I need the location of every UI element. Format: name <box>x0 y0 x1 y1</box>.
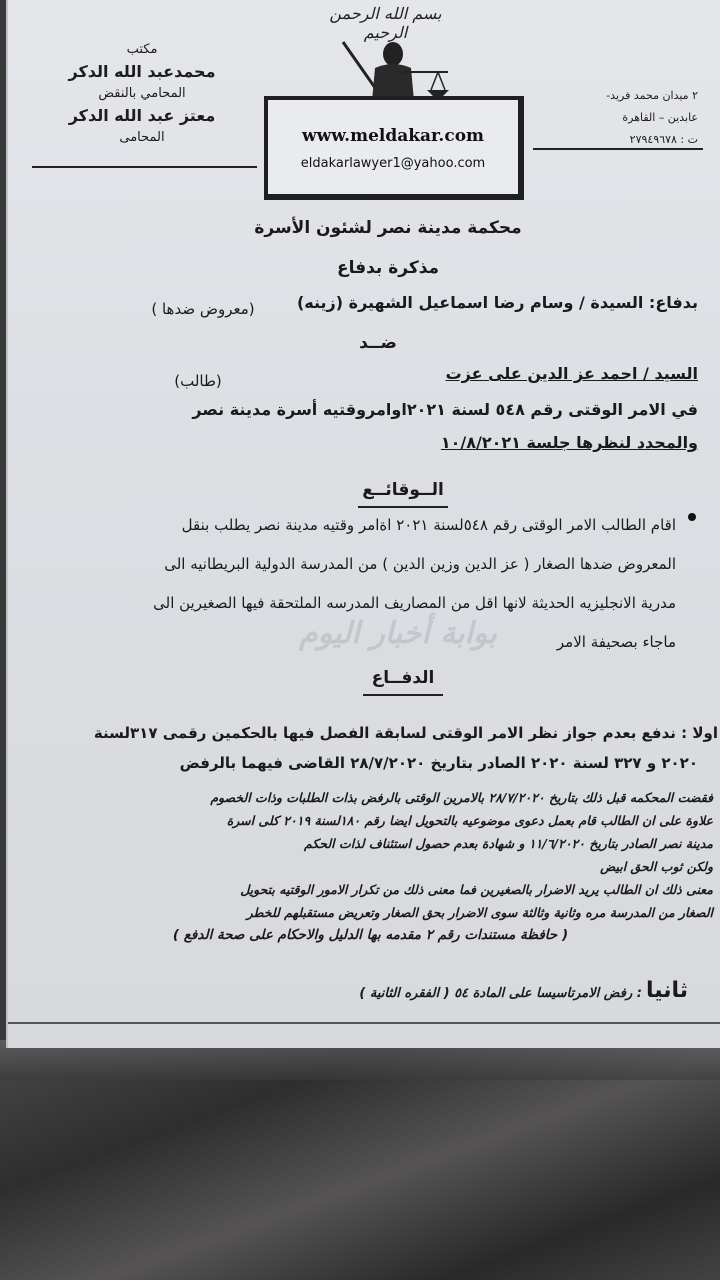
letterhead-right <box>538 85 698 151</box>
detail-line: علاوة على ان الطالب قام بعمل دعوى موضوعيه بالتحويل ايضا رقم ١٨٠لسنة ٢٠١٩ كلى اسرة <box>226 813 713 828</box>
opponent-role: (طالب) <box>174 372 222 390</box>
hearing-date: والمحدد لنظرها جلسة ١٠/٨/٢٠٢١ <box>440 433 698 452</box>
facts-line: ماجاء بصحيفة الامر <box>556 633 676 651</box>
lawyer-title-1: المحامي بالنقض <box>98 86 186 101</box>
second-label: ثانيا <box>645 978 688 1003</box>
facts-title: الــوقائــع <box>362 480 444 500</box>
lawyer-name-1: محمدعبد الله الدكر <box>68 62 216 81</box>
website-url[interactable]: www.meldakar.com <box>301 126 485 146</box>
watermark: بوابة أخبار اليوم <box>299 616 497 651</box>
document-page <box>6 0 720 1048</box>
detail-line: مدينة نصر الصادر بتاريخ ١١/٦/٢٠٢٠ و شهادة بعدم حصول استئناف لذات الحكم <box>304 836 713 851</box>
page-bottom-rule <box>8 1022 720 1024</box>
defense-party-role: (معروض ضدها ) <box>151 300 255 318</box>
defense-party: بدفاع: السيدة / وسام رضا اسماعيل الشهيرة (زينه) <box>296 293 698 312</box>
detail-line: ( حافظة مستندات رقم ٢ مقدمه بها الدليل والاحكام على صحة الدفع ) <box>172 927 569 943</box>
bullet-icon <box>688 513 696 521</box>
address-line-1: ٢ ميدان محمد فريد- <box>606 89 698 102</box>
website-box <box>264 96 524 200</box>
address-line-2: عابدين – القاهرة <box>622 111 698 124</box>
bismillah-calligraphy: بسم الله الرحمن الرحيم <box>329 4 442 42</box>
office-label: مكتب <box>126 42 158 57</box>
facts-line: اقام الطالب الامر الوقتى رقم ٥٤٨لسنة ٢٠٢١ اةامر وقتيه مدينة نصر يطلب بنقل <box>181 516 676 534</box>
lawyer-name-2: معتز عبد الله الدكر <box>68 106 216 125</box>
detail-line: فقضت المحكمه قبل ذلك بتاريخ ٢٨/٧/٢٠٢٠ بالامرين الوقتى بالرفض بذات الطلبات وذات الخصوم <box>210 790 713 805</box>
versus-label: ضــد <box>359 333 397 353</box>
case-reference: في الامر الوقتى رقم ٥٤٨ لسنة ٢٠٢١اوامروقتيه أسرة مدينة نصر <box>192 400 698 419</box>
second-defense <box>208 978 688 1003</box>
letterhead-left-rule <box>32 166 257 168</box>
letterhead-left <box>42 40 242 148</box>
detail-line: معنى ذلك ان الطالب يريد الاضرار بالصغيرين فما معنى ذلك من تكرار الامور الوقتيه بتحويل <box>240 882 713 897</box>
lawyer-title-2: المحامى <box>119 130 165 145</box>
memo-title: مذكرة بدفاع <box>336 258 440 278</box>
defense-title: الدفــاع <box>371 668 435 688</box>
facts-line: مدرية الانجليزيه الحديثة لانها اقل من المصاريف المدرسه الملتحقة فيها الصغيرين الى <box>153 594 676 612</box>
defense-details <box>28 786 713 947</box>
facts-line: المعروض ضدها الصغار ( عز الدين وزين الدين ) من المدرسة الدولية البريطانيه الى <box>164 555 676 573</box>
opponent-party: السيد / احمد عز الدين على عزت <box>445 364 698 383</box>
first-defense-line-2: ٢٠٢٠ و ٣٢٧ لسنة ٢٠٢٠ الصادر بتاريخ ٢٨/٧/٢٠٢٠ القاضى فيهما بالرفض <box>179 754 698 772</box>
second-text: : رفض الامرتاسيسا على المادة ٥٤ ( الفقره الثانية ) <box>359 986 642 1001</box>
letterhead-right-rule <box>533 148 703 150</box>
phone-line: ت : ٢٧٩٤٩٦٧٨ <box>629 133 698 146</box>
detail-line: الصغار من المدرسة مره وثانية وثالثة سوى الاضرار بحق الصغار وتعريض مستقبلهم للخطر <box>246 905 713 920</box>
first-defense-line-1: اولا : ندفع بعدم جواز نظر الامر الوقتى لسابقة الفصل فيها بالحكمين رقمى ٣١٧لسنة <box>93 724 718 742</box>
email-address[interactable]: eldakarlawyer1@yahoo.com <box>300 156 486 171</box>
court-name: محكمة مدينة نصر لشئون الأسرة <box>254 218 522 238</box>
detail-line: ولكن ثوب الحق ابيض <box>600 859 713 874</box>
